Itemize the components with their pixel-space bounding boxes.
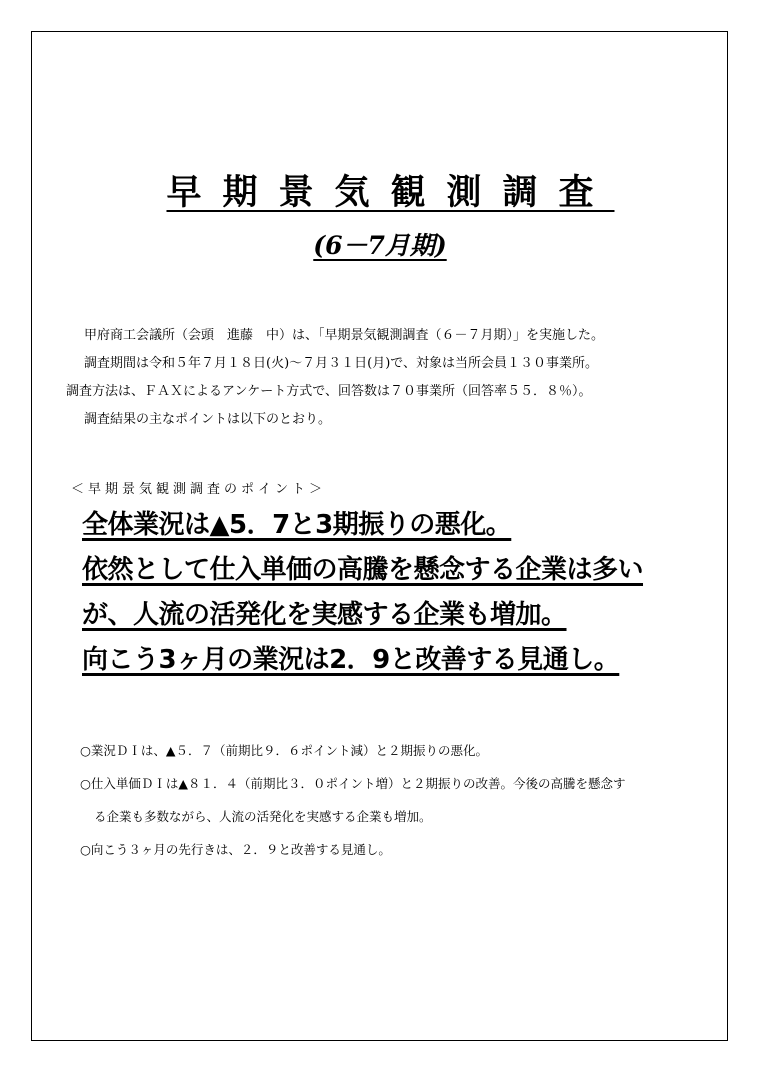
bullet-list xyxy=(80,734,720,866)
document-title: 早期景気観測調査 xyxy=(166,173,615,213)
headline-summary xyxy=(82,503,732,683)
intro-line: 調査結果の主なポイントは以下のとおり。 xyxy=(84,412,332,427)
bullet-item: ○向こう３ヶ月の先行きは、２．９と改善する見通し。 xyxy=(80,842,391,857)
bullet-item: ○仕入単価ＤＩは▲８１．４（前期比３．０ポイント増）と２期振りの改善。今後の高騰を懸念す xyxy=(80,776,626,791)
intro-line: 甲府商工会議所（会頭 進藤 中）は、「早期景気観測調査（６－７月期）」を実施した。 xyxy=(84,328,605,343)
headline-line: 全体業況は▲5．7と3期振りの悪化。 xyxy=(82,510,512,540)
document-subtitle: (6－7月期) xyxy=(313,231,447,260)
intro-line: 調査方法は、ＦＡＸによるアンケート方式で、回答数は７０事業所（回答率５５．８％）。 xyxy=(66,384,592,399)
headline-line: 依然として仕入単価の高騰を懸念する企業は多い xyxy=(82,555,644,585)
intro-line: 調査期間は令和５年７月１８日(火)～７月３１日(月)で、対象は当所会員１３０事業所。 xyxy=(84,356,599,371)
points-header: ＜早期景気観測調査のポイント＞ xyxy=(71,482,327,497)
bullet-item: ○業況ＤＩは、▲５．７（前期比９．６ポイント減）と２期振りの悪化。 xyxy=(80,743,489,758)
document-title-block xyxy=(0,165,760,215)
document-subtitle-block xyxy=(0,226,760,262)
bullet-item-continuation: る企業も多数ながら、人流の活発化を実感する企業も増加。 xyxy=(94,809,432,824)
intro-paragraph xyxy=(66,322,706,434)
headline-line: 向こう3ヶ月の業況は2．9と改善する見通し。 xyxy=(82,645,620,675)
headline-line: が、人流の活発化を実感する企業も増加。 xyxy=(82,600,567,630)
